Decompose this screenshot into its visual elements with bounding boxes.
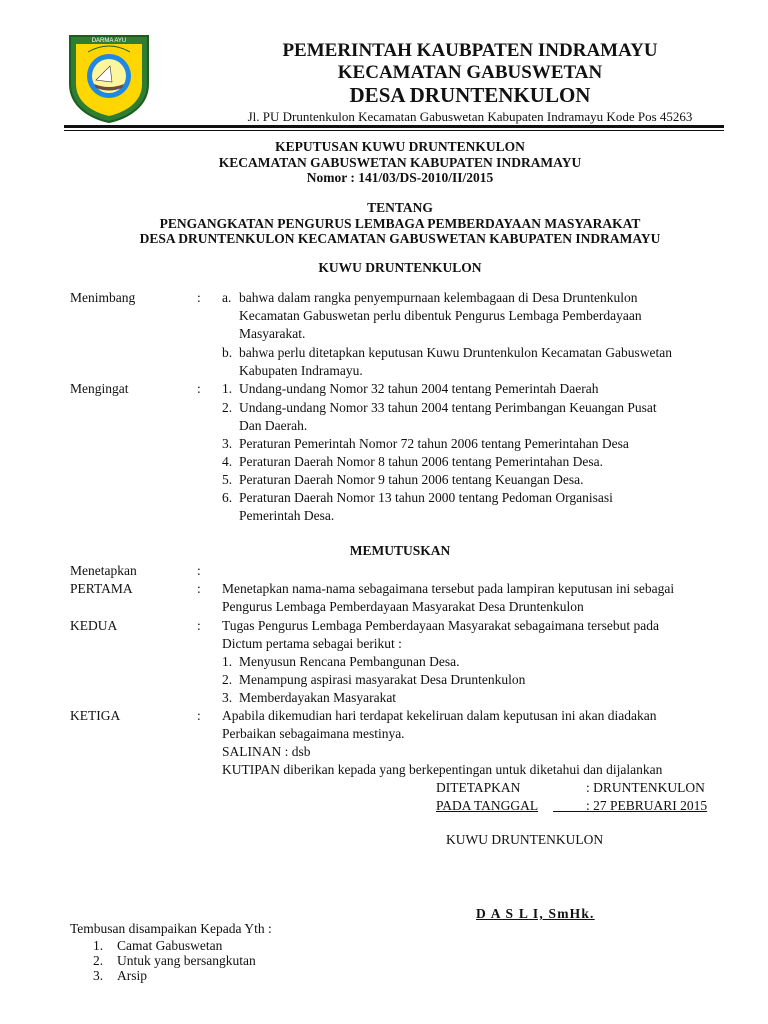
paragraph-line: Tugas Pengurus Lembaga Pemberdayaan Masyarakat sebagaimana tersebut pada	[222, 618, 659, 633]
list-marker: 2.	[222, 672, 233, 687]
decree-title-line-2: KECAMATAN GABUSWETAN KABUPATEN INDRAMAYU	[218, 154, 582, 170]
menetapkan-label: Menetapkan	[70, 563, 137, 578]
kop-address: Jl. PU Druntenkulon Kecamatan Gabuswetan Kabupaten Indramayu Kode Pos 45263	[247, 109, 693, 124]
mengingat-label: Mengingat	[70, 381, 129, 396]
tentang-line-2: DESA DRUNTENKULON KECAMATAN GABUSWETAN KABUPATEN INDRAMAYU	[139, 231, 661, 246]
letterhead-divider-thick	[64, 125, 724, 128]
list-item-text: Memberdayakan Masyarakat	[239, 690, 397, 705]
kedua-section	[0, 617, 768, 707]
ketiga-label: KETIGA	[70, 708, 121, 723]
list-item-line: Masyarakat.	[239, 326, 306, 341]
signature-title: KUWU DRUNTENKULON	[446, 832, 604, 847]
menetapkan-section	[0, 562, 768, 580]
paragraph-line: Pengurus Lembaga Pemberdayaan Masyarakat Desa Druntenkulon	[222, 599, 584, 614]
tanggal-value: : 27 PEBRUARI 2015	[586, 798, 708, 813]
list-item-line: Kecamatan Gabuswetan perlu dibentuk Pengurus Lembaga Pemberdayaan	[239, 308, 642, 323]
list-marker: 1.	[93, 938, 104, 953]
kutipan-line: KUTIPAN diberikan kepada yang berkepentingan untuk diketahui dan dijalankan	[222, 762, 663, 777]
letterhead	[190, 40, 750, 126]
list-marker: 4.	[222, 454, 233, 469]
memutuskan-heading: MEMUTUSKAN	[349, 543, 451, 558]
paragraph-line: Perbaikan sebagaimana mestinya.	[222, 726, 405, 741]
list-marker: 3.	[93, 968, 104, 983]
kedua-colon: :	[197, 618, 201, 633]
letterhead-divider-thin	[64, 130, 724, 131]
list-item-line: Peraturan Daerah Nomor 9 tahun 2006 tentang Keuangan Desa.	[239, 472, 584, 487]
salinan-line: SALINAN : dsb	[222, 744, 311, 759]
list-item-text: Menyusun Rencana Pembangunan Desa.	[239, 654, 460, 669]
tentang-line-1: PENGANGKATAN PENGURUS LEMBAGA PEMBERDAYAAN MASYARAKAT	[159, 215, 641, 231]
list-marker: 1.	[222, 381, 233, 396]
list-item-line: Peraturan Daerah Nomor 8 tahun 2006 tentang Pemerintahan Desa.	[239, 454, 604, 469]
tanggal-underline	[553, 797, 586, 812]
decree-title-line-1: KEPUTUSAN KUWU DRUNTENKULON	[275, 139, 525, 154]
list-marker: 3.	[222, 436, 233, 451]
list-item-line: Kabupaten Indramayu.	[239, 363, 363, 378]
ditetapkan-label: DITETAPKAN	[436, 780, 521, 795]
list-marker: b.	[222, 345, 233, 360]
mengingat-section	[0, 380, 768, 530]
paragraph-line: Menetapkan nama-nama sebagaimana tersebut pada lampiran keputusan ini sebagai	[222, 581, 675, 596]
list-item-line: Undang-undang Nomor 33 tahun 2004 tentang Perimbangan Keuangan Pusat	[239, 400, 657, 415]
list-item-line: bahwa perlu ditetapkan keputusan Kuwu Druntenkulon Kecamatan Gabuswetan	[239, 345, 672, 360]
list-marker: 3.	[222, 690, 233, 705]
list-item-line: Peraturan Daerah Nomor 13 tahun 2000 tentang Pedoman Organisasi	[239, 490, 613, 505]
kop-line-3: DESA DRUNTENKULON	[349, 83, 591, 107]
paragraph-line: Apabila dikemudian hari terdapat kekeliruan dalam keputusan ini akan diadakan	[222, 708, 657, 723]
list-marker: a.	[222, 290, 232, 305]
menetapkan-colon: :	[197, 563, 201, 578]
list-marker: 2.	[222, 400, 233, 415]
tembusan-list	[0, 937, 400, 991]
list-item-line: Pemerintah Desa.	[239, 508, 335, 523]
list-marker: 2.	[93, 953, 104, 968]
list-item-line: Undang-undang Nomor 32 tahun 2004 tentang Pemerintah Daerah	[239, 381, 599, 396]
pertama-colon: :	[197, 581, 201, 596]
kuwu-heading: KUWU DRUNTENKULON	[318, 260, 482, 275]
logo-text: DARMA AYU	[91, 38, 127, 44]
kedua-label: KEDUA	[70, 618, 118, 633]
pertama-text	[222, 580, 734, 616]
list-marker: 1.	[222, 654, 233, 669]
list-item-line: Peraturan Pemerintah Nomor 72 tahun 2006 tentang Pemerintahan Desa	[239, 436, 629, 451]
decree-number: Nomor : 141/03/DS-2010/II/2015	[306, 170, 494, 185]
tanggal-label: PADA TANGGAL	[436, 798, 539, 813]
menimbang-colon: :	[197, 290, 201, 305]
kedua-text	[222, 617, 734, 653]
ketiga-colon: :	[197, 708, 201, 723]
kop-line-1: PEMERINTAH KAUBPATEN INDRAMAYU	[282, 40, 658, 61]
kop-line-2: KECAMATAN GABUSWETAN	[337, 62, 603, 83]
list-item-text: Arsip	[117, 968, 147, 983]
ditetapkan-value: : DRUNTENKULON	[586, 780, 705, 795]
signature-name: D A S L I, SmHk.	[476, 906, 595, 921]
list-item-text: Menampung aspirasi masyarakat Desa Druntenkulon	[239, 672, 526, 687]
list-item-line: bahwa dalam rangka penyempurnaan kelembagaan di Desa Druntenkulon	[239, 290, 638, 305]
indramayu-emblem-logo	[66, 30, 152, 124]
menimbang-section	[0, 289, 768, 379]
ketiga-text	[222, 707, 734, 779]
list-item-text: Untuk yang bersangkutan	[117, 953, 256, 968]
menimbang-label: Menimbang	[70, 290, 136, 305]
decree-title	[40, 139, 760, 186]
tentang-label: TENTANG	[367, 200, 433, 215]
list-item-line: Dan Daerah.	[239, 418, 308, 433]
list-marker: 6.	[222, 490, 233, 505]
ketiga-section	[0, 707, 768, 779]
pertama-label: PERTAMA	[70, 581, 133, 596]
pertama-section	[0, 580, 768, 616]
decree-subject	[40, 200, 760, 247]
list-item-text: Camat Gabuswetan	[117, 938, 223, 953]
mengingat-colon: :	[197, 381, 201, 396]
list-marker: 5.	[222, 472, 233, 487]
tembusan-heading: Tembusan disampaikan Kepada Yth :	[70, 921, 272, 936]
paragraph-line: Dictum pertama sebagai berikut :	[222, 636, 402, 651]
